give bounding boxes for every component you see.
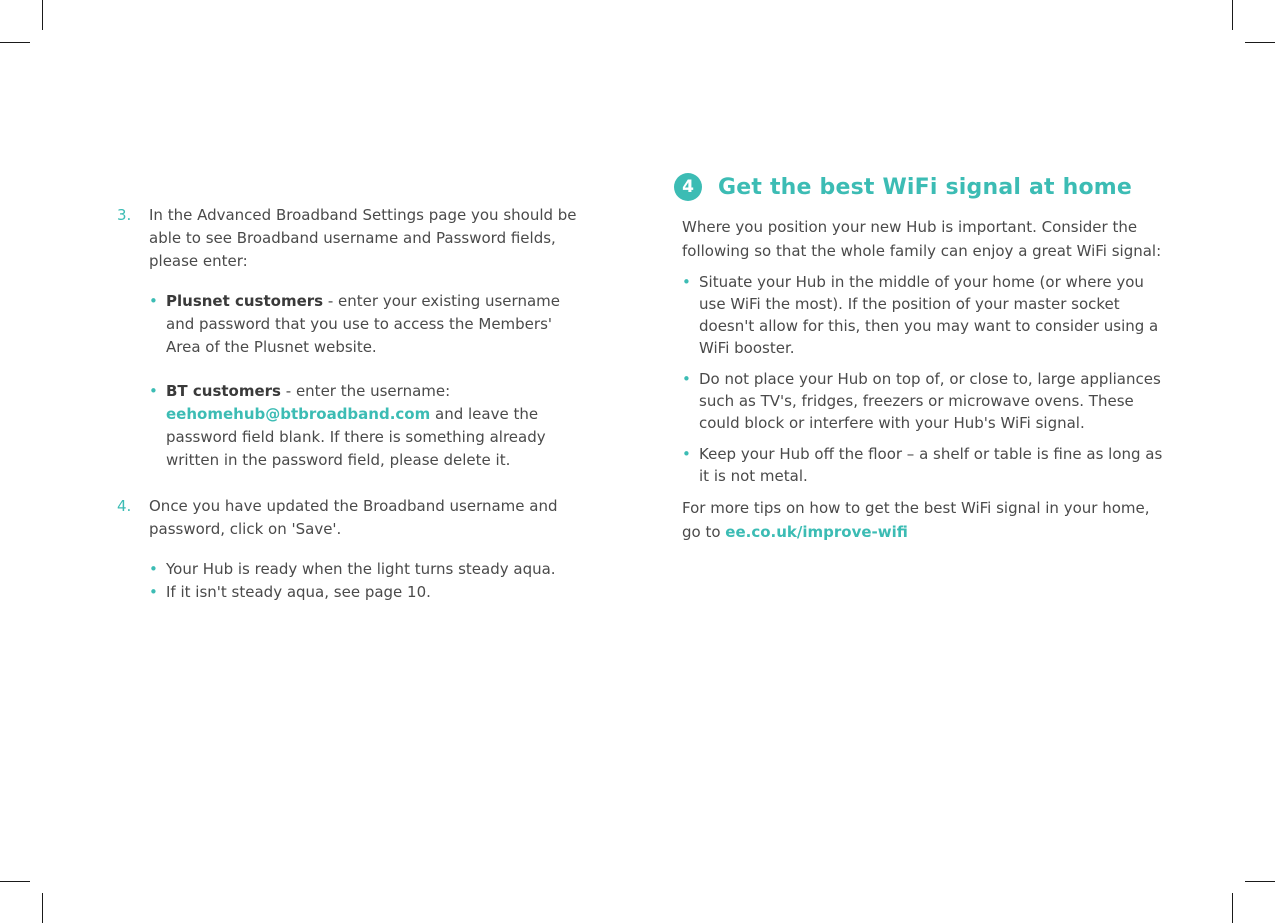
crop-mark [1245,881,1275,882]
list-item-text: Your Hub is ready when the light turns steady aqua. [166,560,556,578]
improve-wifi-link[interactable]: ee.co.uk/improve-wifi [725,523,908,541]
step-4-bullets [117,558,587,604]
bullet-icon: • [149,292,158,310]
list-item-plusnet [149,290,587,359]
plusnet-text: - enter your existing username and password that you use to access the Members' Area of the Plusnet website. [166,292,560,356]
tips-list [682,271,1164,487]
step-3 [117,204,587,273]
outro-text: For more tips on how to get the best WiFi signal in your home, go to [682,499,1150,541]
crop-mark [1245,42,1275,43]
crop-mark [1232,0,1233,30]
step-4 [117,495,587,541]
plusnet-label: Plusnet customers [166,292,324,310]
bullet-icon: • [149,583,158,601]
crop-mark [1232,893,1233,923]
bt-label: BT customers [166,382,281,400]
list-item [149,581,587,604]
bt-username-email: eehomehub@btbroadband.com [166,405,431,423]
list-item-bt [149,380,587,472]
right-column [674,173,1164,544]
crop-mark [42,893,43,923]
bullet-icon: • [682,445,691,463]
bullet-icon: • [682,370,691,388]
list-item [149,558,587,581]
list-item-text: Keep your Hub off the floor – a shelf or table is fine as long as it is not metal. [699,445,1163,485]
crop-mark [0,881,30,882]
outro-paragraph [682,496,1164,544]
intro-paragraph: Where you position your new Hub is important. Consider the following so that the whole family can enjoy a great WiFi signal: [682,218,1162,260]
bt-text-after: and leave the password field blank. If there is something already written in the password field, please delete it. [166,405,546,469]
bullet-icon: • [682,273,691,291]
crop-mark [0,42,30,43]
step-number: 4. [117,497,132,515]
bt-text: - enter the username: [281,382,451,400]
bullet-icon: • [149,560,158,578]
step-text: In the Advanced Broadband Settings page you should be able to see Broadband username and Password fields, please enter: [149,206,577,270]
bullet-icon: • [149,382,158,400]
crop-mark [42,0,43,30]
section-number-badge: 4 [674,173,702,201]
step-3-bullets [117,290,587,472]
list-item-text: Do not place your Hub on top of, or close to, large appliances such as TV's, fridges, freezers or microwave ovens. These could block or interfere with your Hub's WiFi signal. [699,370,1161,432]
list-item-text: If it isn't steady aqua, see page 10. [166,583,431,601]
list-item-text: Situate your Hub in the middle of your home (or where you use WiFi the most). If the position of your master socket doesn't allow for this, then you may want to consider using a WiFi booster. [699,273,1159,357]
left-column [117,204,587,604]
list-item [682,271,1164,359]
step-text: Once you have updated the Broadband username and password, click on 'Save'. [149,497,558,538]
section-title: Get the best WiFi signal at home [718,174,1133,200]
section-heading [674,173,1164,201]
list-item [682,443,1164,487]
list-item [682,368,1164,434]
step-number: 3. [117,206,132,224]
